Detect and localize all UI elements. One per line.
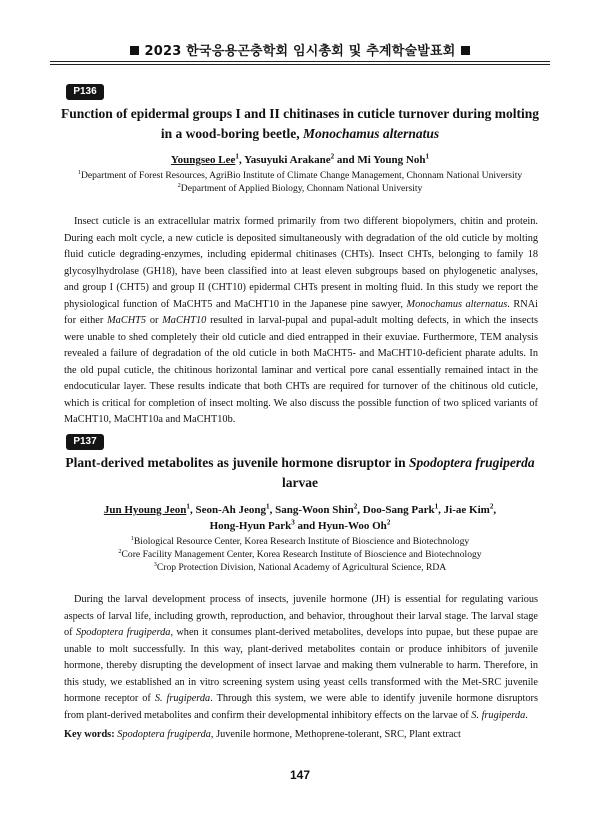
running-header <box>0 40 600 59</box>
author-name: Hyun-Woo Oh <box>318 520 387 532</box>
affiliation-line: $^3$Crop Protection Division, National Academy of Agricultural Science, RDA <box>153 560 447 573</box>
author-list: Youngseo Lee$^1$, Yasuyuki Arakane$^2$ and Mi Young Noh$^1$ <box>170 152 430 166</box>
affiliation-marker: 1 <box>434 502 439 511</box>
abstract-body: During the larval development process of insects, juvenile hormone (JH) is essential for regulating various aspects of larval life, including growth, reproduction, and behavior, throughout their larval stage. The larval stage of Spodoptera frugiperda, when it consumes plant-derived metabolites, develops into pupae, but these pupae are unable to molt successfully. In this way, plant-derived metabolites contain or produce inhibitors of juvenile hormone, thereby disrupting the development of insect larvae and making them vulnerable to harm. Therefore, in this study, we established an in vitro screening system using yeast cells transformed with the Met-SRC juvenile hormone receptor of S. frugiperda. Through this system, we were able to identify juvenile hormone disruptors from plant-derived metabolites and confirm their developmental inhibitory effects on the larvae of S. frugiperda. <box>64 594 539 721</box>
affiliation-marker: 3 <box>291 518 295 527</box>
keywords-label: Key words: <box>64 729 115 740</box>
keyword-list: , Juvenile hormone, Methoprene-tolerant, SRC, Plant extract <box>210 729 461 740</box>
affiliation-marker: 2 <box>353 502 358 511</box>
author-name: Seon-Ah Jeong <box>195 504 267 516</box>
square-bullet-icon <box>130 46 139 55</box>
affiliation-line: $^2$Core Facility Management Center, Korea Research Institute of Bioscience and Biotechnology <box>118 547 482 560</box>
affiliation-marker: 1 <box>235 152 239 161</box>
affiliation-list <box>50 535 550 574</box>
author-name: Doo-Sang Park <box>362 504 435 516</box>
abstract-title: Plant-derived metabolites as juvenile hormone disruptor in Spodoptera frugiperda larvae <box>65 455 535 490</box>
affiliation-marker: 2 <box>386 518 391 527</box>
affiliation-marker: 1 <box>186 502 190 511</box>
author-name: Yasuyuki Arakane <box>244 154 331 166</box>
square-bullet-icon <box>461 46 470 55</box>
author-name: Mi Young Noh <box>357 154 426 166</box>
author-name: Sang-Woon Shin <box>275 504 354 516</box>
keyword-species: Spodoptera frugiperda <box>117 729 211 740</box>
header-title: 2023 한국응용곤충학회 임시총회 및 추계학술발표회 <box>144 44 456 59</box>
abstract-id-badge: P136 <box>66 84 104 100</box>
affiliation-line: $^1$Department of Forest Resources, AgriBio Institute of Climate Change Management, Chonnam National University <box>77 168 523 181</box>
affiliation-marker: 1 <box>425 152 430 161</box>
author-list: Hong-Hyun Park$^3$ and Hyun-Woo Oh$^2$ <box>209 518 391 532</box>
affiliation-list <box>50 169 550 195</box>
author-name: Ji-ae Kim <box>443 504 490 516</box>
affiliation-marker: 2 <box>330 152 335 161</box>
presenting-author-name: Youngseo Lee <box>170 154 236 166</box>
header-rule-thin <box>50 64 550 65</box>
abstract-body: Insect cuticle is an extracellular matrix formed primarily from two different biopolymers, chitin and protein. During each molt cycle, a new cuticle is deposited simultaneously with degradation of the old cuticle by molting fluid cuticle degrading-enzymes, including epidermal chitinases (CHTs). Insect CHTs, belonging to family 18 glycosylhydrolase (GH18), have been classified into at least eleven subgroups based on phylogenetic analyses, and group I (CHT5) and group II (CHT10) epidermal CHTs present in molting fluid. In this study we report the physiological function of MaCHT5 and MaCHT10 in the Japanese pine sawyer, Monochamus alternatus. RNAi for either MaCHT5 or MaCHT10 resulted in larval-pupal and pupal-adult molting defects, in which the insects were unable to shed completely their old cuticle and died entrapped in their exuviae. Furthermore, TEM analysis revealed a failure of degradation of the old cuticle in both MaCHT5- and MaCHT10-deficient pharate adults. In the old pupal cuticle, the chitinous horizontal laminar and vertical pore canal essentially remained intact in the endocuticular layer. These results indicate that both CHTs are required for turnover of the chitinous old cuticle, which is critical for completion of insect molting. We also discuss the possible function of two spliced variants of MaCHT10, MaCHT10a and MaCHT10b. <box>64 216 539 425</box>
affiliation-marker: 2 <box>489 502 494 511</box>
keywords <box>64 727 538 743</box>
affiliation-line: $^2$Department of Applied Biology, Chonnam National University <box>177 181 423 194</box>
author-name: Hong-Hyun Park <box>209 520 292 532</box>
author-list: Jun Hyoung Jeon$^1$, Seon-Ah Jeong$^1$, Sang-Woon Shin$^2$, Doo-Sang Park$^1$, Ji-ae Kim$^2$, <box>103 502 497 516</box>
abstract-title: Function of epidermal groups I and II chitinases in cuticle turnover during molting in a wood-boring beetle, Monochamus alternatus <box>60 106 540 141</box>
affiliation-marker: 1 <box>266 502 270 511</box>
presenting-author-name: Jun Hyoung Jeon <box>103 504 187 516</box>
affiliation-line: $^1$Biological Resource Center, Korea Research Institute of Bioscience and Biotechnology <box>130 534 470 547</box>
page-number: 147 <box>289 768 311 782</box>
abstract-id-badge: P137 <box>66 434 104 450</box>
header-rule <box>50 61 550 62</box>
